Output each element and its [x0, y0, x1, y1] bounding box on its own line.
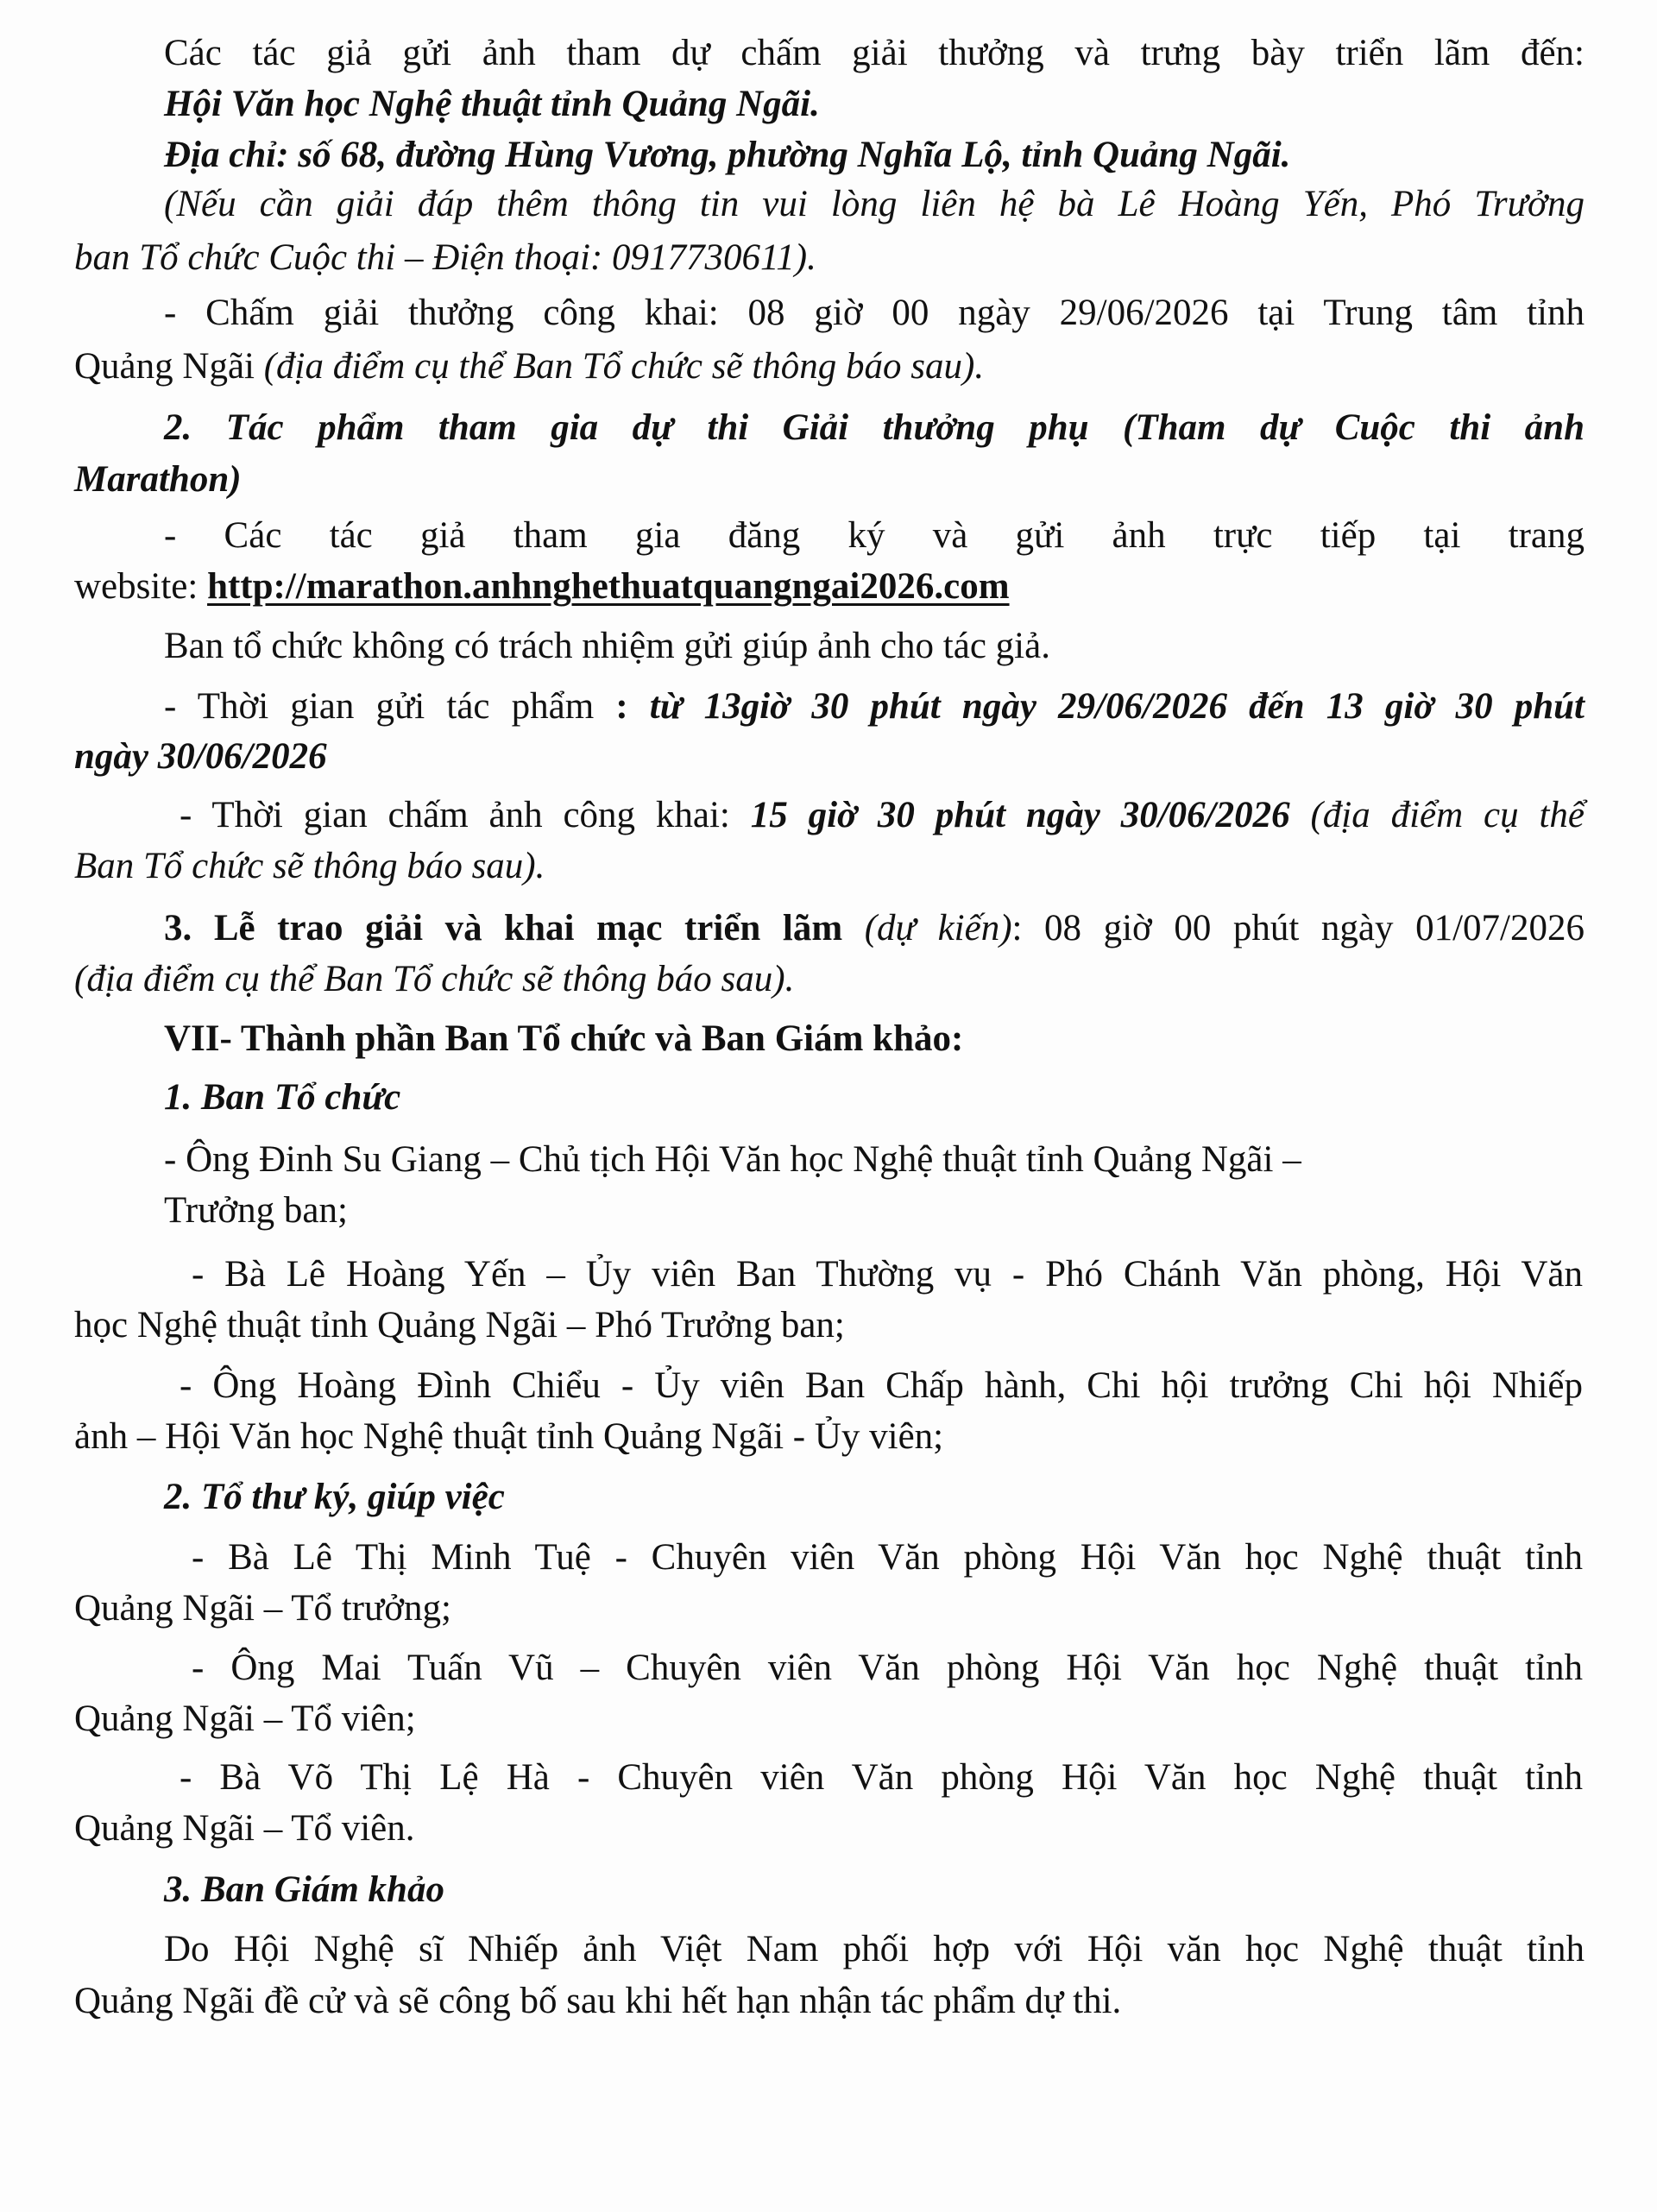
public-judging-time: 15 giờ 30 phút ngày 30/06/2026: [750, 795, 1290, 835]
section-7-heading: VII- Thành phần Ban Tổ chức và Ban Giám khảo:: [164, 1018, 964, 1059]
public-judging-note: (địa điểm cụ thể: [1289, 795, 1585, 835]
contact-note-line2: ban Tổ chức Cuộc thi – Điện thoại: 0917730611).: [74, 237, 816, 278]
submission-time-line2: ngày 30/06/2026: [74, 736, 327, 777]
secretariat-member-3-line1: - Bà Võ Thị Lệ Hà - Chuyên viên Văn phòng Hội Văn học Nghệ thuật tỉnh: [180, 1757, 1583, 1798]
jury-heading: 3. Ban Giám khảo: [164, 1869, 444, 1910]
award-ceremony-expected: (dự kiến): [864, 908, 1012, 948]
committee-member-3-line1: - Ông Hoàng Đình Chiểu - Ủy viên Ban Chấp hành, Chi hội trưởng Chi hội Nhiếp: [180, 1365, 1583, 1406]
secretariat-member-3-line2: Quảng Ngãi – Tổ viên.: [74, 1808, 415, 1849]
jury-description-line2: Quảng Ngãi đề cử và sẽ công bố sau khi hết hạn nhận tác phẩm dự thi.: [74, 1981, 1122, 2021]
submission-time-colon: :: [615, 686, 628, 727]
public-judging-label: - Thời gian chấm ảnh công khai:: [180, 795, 751, 835]
register-line2: [74, 563, 1010, 611]
secretariat-member-2-line1: - Ông Mai Tuấn Vũ – Chuyên viên Văn phòng Hội Văn học Nghệ thuật tỉnh: [192, 1648, 1583, 1688]
website-label: website:: [74, 566, 208, 607]
secretariat-member-2-line2: Quảng Ngãi – Tổ viên;: [74, 1698, 416, 1739]
secretariat-heading: 2. Tổ thư ký, giúp việc: [164, 1477, 505, 1517]
jury-description-line1: Do Hội Nghệ sĩ Nhiếp ảnh Việt Nam phối hợp với Hội văn học Nghệ thuật tỉnh: [164, 1929, 1585, 1969]
public-judging-line2: Ban Tổ chức sẽ thông báo sau).: [74, 846, 545, 886]
committee-member-3-line2: ảnh – Hội Văn học Nghệ thuật tỉnh Quảng Ngãi - Ủy viên;: [74, 1416, 944, 1457]
public-judging-line1: [180, 791, 1585, 840]
committee-member-2-line1: - Bà Lê Hoàng Yến – Ủy viên Ban Thường vụ - Phó Chánh Văn phòng, Hội Văn: [192, 1254, 1583, 1295]
award-ceremony-note: (địa điểm cụ thể Ban Tổ chức sẽ thông báo sau).: [74, 959, 795, 999]
organizer-address: Địa chỉ: số 68, đường Hùng Vương, phường Nghĩa Lộ, tỉnh Quảng Ngãi.: [164, 135, 1291, 175]
submission-time-line1: [164, 683, 1585, 731]
secretariat-member-1-line2: Quảng Ngãi – Tổ trưởng;: [74, 1588, 451, 1629]
committee-member-1-line2: Trưởng ban;: [164, 1190, 348, 1231]
section-2-title-line2: Marathon): [74, 459, 242, 500]
submission-intro: Các tác giả gửi ảnh tham dự chấm giải thưởng và trưng bày triển lãm đến:: [164, 33, 1585, 73]
judging-schedule-line2: [74, 343, 984, 391]
section-3-title: [164, 904, 1585, 953]
judging-location: Quảng Ngãi: [74, 346, 264, 387]
committee-member-1-line1: - Ông Đinh Su Giang – Chủ tịch Hội Văn học Nghệ thuật tỉnh Quảng Ngãi –: [164, 1139, 1301, 1180]
judging-location-note: (địa điểm cụ thể Ban Tổ chức sẽ thông báo sau).: [263, 346, 985, 387]
secretariat-member-1-line1: - Bà Lê Thị Minh Tuệ - Chuyên viên Văn phòng Hội Văn học Nghệ thuật tỉnh: [192, 1537, 1583, 1578]
award-ceremony-time: : 08 giờ 00 phút ngày 01/07/2026: [1011, 908, 1585, 948]
submission-time-value: từ 13giờ 30 phút ngày 29/06/2026 đến 13 giờ 30 phút: [627, 686, 1585, 727]
submission-time-label: - Thời gian gửi tác phẩm: [164, 686, 616, 727]
award-ceremony-label: 3. Lễ trao giải và khai mạc triển lãm: [164, 908, 865, 948]
marathon-website-link[interactable]: http://marathon.anhnghethuatquangngai2026.com: [207, 566, 1010, 607]
judging-schedule-line1: - Chấm giải thưởng công khai: 08 giờ 00 ngày 29/06/2026 tại Trung tâm tỉnh: [164, 293, 1585, 333]
contact-note-line1: (Nếu cần giải đáp thêm thông tin vui lòng liên hệ bà Lê Hoàng Yến, Phó Trưởng: [164, 184, 1585, 224]
no-responsibility-note: Ban tổ chức không có trách nhiệm gửi giúp ảnh cho tác giả.: [164, 626, 1050, 666]
organizing-committee-heading: 1. Ban Tổ chức: [164, 1077, 401, 1118]
committee-member-2-line2: học Nghệ thuật tỉnh Quảng Ngãi – Phó Trưởng ban;: [74, 1305, 845, 1345]
register-line1: - Các tác giả tham gia đăng ký và gửi ảnh trực tiếp tại trang: [164, 515, 1585, 556]
section-2-title-line1: 2. Tác phẩm tham gia dự thi Giải thưởng phụ (Tham dự Cuộc thi ảnh: [164, 407, 1585, 448]
organizer-name: Hội Văn học Nghệ thuật tỉnh Quảng Ngãi.: [164, 84, 820, 124]
